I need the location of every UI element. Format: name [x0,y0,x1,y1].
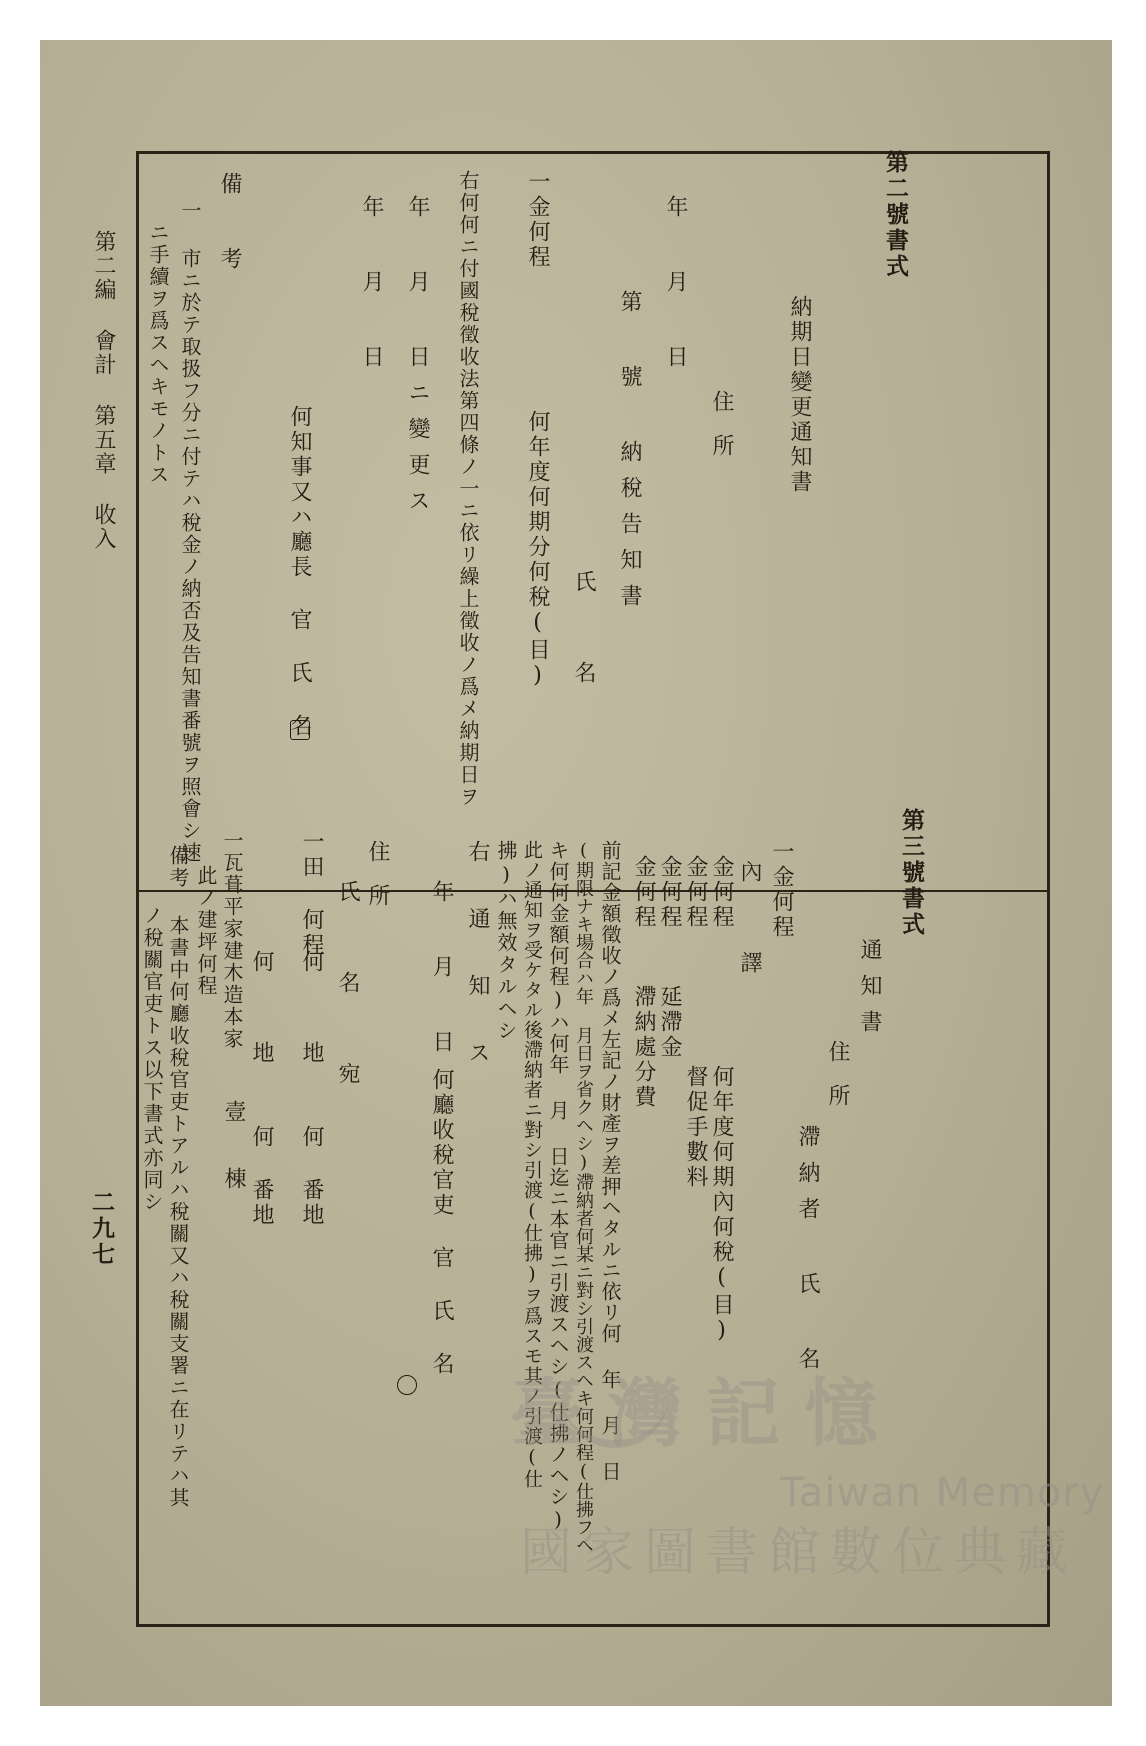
form3-remarks-line2: ノ稅關官吏トス以下書式亦同シ [140,905,164,1213]
form3-body-line4: 此ノ通知ヲ受ケタル後滯納者ニ對シ引渡(仕拂)ヲ爲スモ其ノ引渡(仕 [521,840,543,1489]
watermark-english: Taiwan Memory [780,1470,1105,1516]
form2-remarks-label: 備 考 [217,172,242,283]
page-number: 二九七 [88,1190,115,1268]
form3-body-line1: 前記金額徵收ノ爲メ左記ノ財產ヲ差押ヘタルニ依リ何 年 月 日 [598,840,622,1482]
form2-issuer: 何知事又ハ廳長 官 氏 名 [287,405,312,739]
form3-item3-desc: 延滯金 [657,985,682,1060]
form3-item1-desc: 何年度何期內何稅(目) [709,1065,734,1346]
form3-heading: 通知書 [857,938,882,1046]
form3-property1: 一田 何程 [299,830,324,958]
form3-total-amount: 一金何程 [769,840,794,940]
form3-body-line5: 拂)ハ無效タルヘシ [494,840,518,1042]
running-head: 第二編 會計 第五章 收入 [91,230,116,551]
form3-date: 年 月 日 [429,880,454,1066]
form3-property1-land: 何 地 [299,950,324,1085]
form3-title: 第三號書式 [898,808,925,938]
watermark-library: 國家圖書館數位典藏 [520,1523,1079,1583]
form2-name-label: 氏 名 [571,570,596,705]
form2-title: 第二號書式 [882,150,909,280]
form3-remarks-line1: 備考 本書中何廳收稅官吏トアルハ稅關又ハ稅關支署ニ在リテハ其 [166,845,190,1509]
form3-notice-closing: 右 通 知 ス [465,840,490,1073]
form3-recipient-name: 氏 名 宛 [335,880,360,1106]
form3-property2-land: 何 地 [249,950,274,1085]
form3-property2-count: 壹 棟 [221,1100,246,1199]
form2-change-date: 年 月 日ニ變更ス [405,195,430,525]
form3-issuer: 何廳收稅官吏 官 氏 名 [429,1068,454,1377]
form3-item2-amount: 金何程 [683,855,708,930]
form2-remarks-line1: 一 市ニ於テ取扱フ分ニ付テハ稅金ノ納否及告知書番號ヲ照會シ速 [178,200,202,864]
form3-property2: 一瓦葺平家建木造本家 [220,830,244,1050]
form3-body-line2: (期限ナキ場合ハ年 月日ヲ省クヘシ)滯納者何某ニ對シ引渡スヘキ何何程(仕拂フヘ [573,840,594,1554]
form3-delinquent-name: 滯納者 氏 名 [795,1125,820,1383]
watermark-title: 臺灣記憶 [510,1371,902,1457]
form2-body-line1: 右何何ニ付國稅徵收法第四條ノ一ニ依リ繰上徵收ノ爲メ納期日ヲ [456,170,480,808]
form2-remarks-line2: ニ手續ヲ爲スヘキモノトス [146,222,170,486]
form2-issue-date: 年 月 日 [359,195,384,381]
form3-item1-amount: 金何程 [709,855,734,930]
form3-recipient-address: 住所 [365,840,390,928]
form3-address-label: 住所 [825,1040,850,1128]
form3-body-line3: キ何何金額何程)ハ何年 月 日迄ニ本官ニ引渡スヘシ(仕拂ノヘシ) [546,840,570,1532]
form3-item4-amount: 金何程 [631,855,656,930]
form3-item3-amount: 金何程 [657,855,682,930]
form3-item2-desc: 督促手數料 [683,1065,708,1190]
form2-tax-period: 何年度何期分何稅(目) [525,410,550,691]
form2-amount: 一金何程 [525,170,550,270]
form3-breakdown-label: 內 譯 [737,860,762,995]
form3-property1-lot: 何 番地 [299,1125,324,1228]
form3-property2-lot: 何 番地 [249,1125,274,1228]
form3-seal [396,1375,418,1395]
form2-date: 年 月 日 [663,195,688,381]
form3-property2-area: 此ノ建坪何程 [194,865,218,997]
form2-notice-number: 第 號 納稅告知書 [617,290,642,620]
form2-address-label: 住所 [709,390,734,478]
form3-item4-desc: 滯納處分費 [631,985,656,1110]
form2-seal [289,720,311,740]
form2-heading: 納期日變更通知書 [787,295,812,495]
